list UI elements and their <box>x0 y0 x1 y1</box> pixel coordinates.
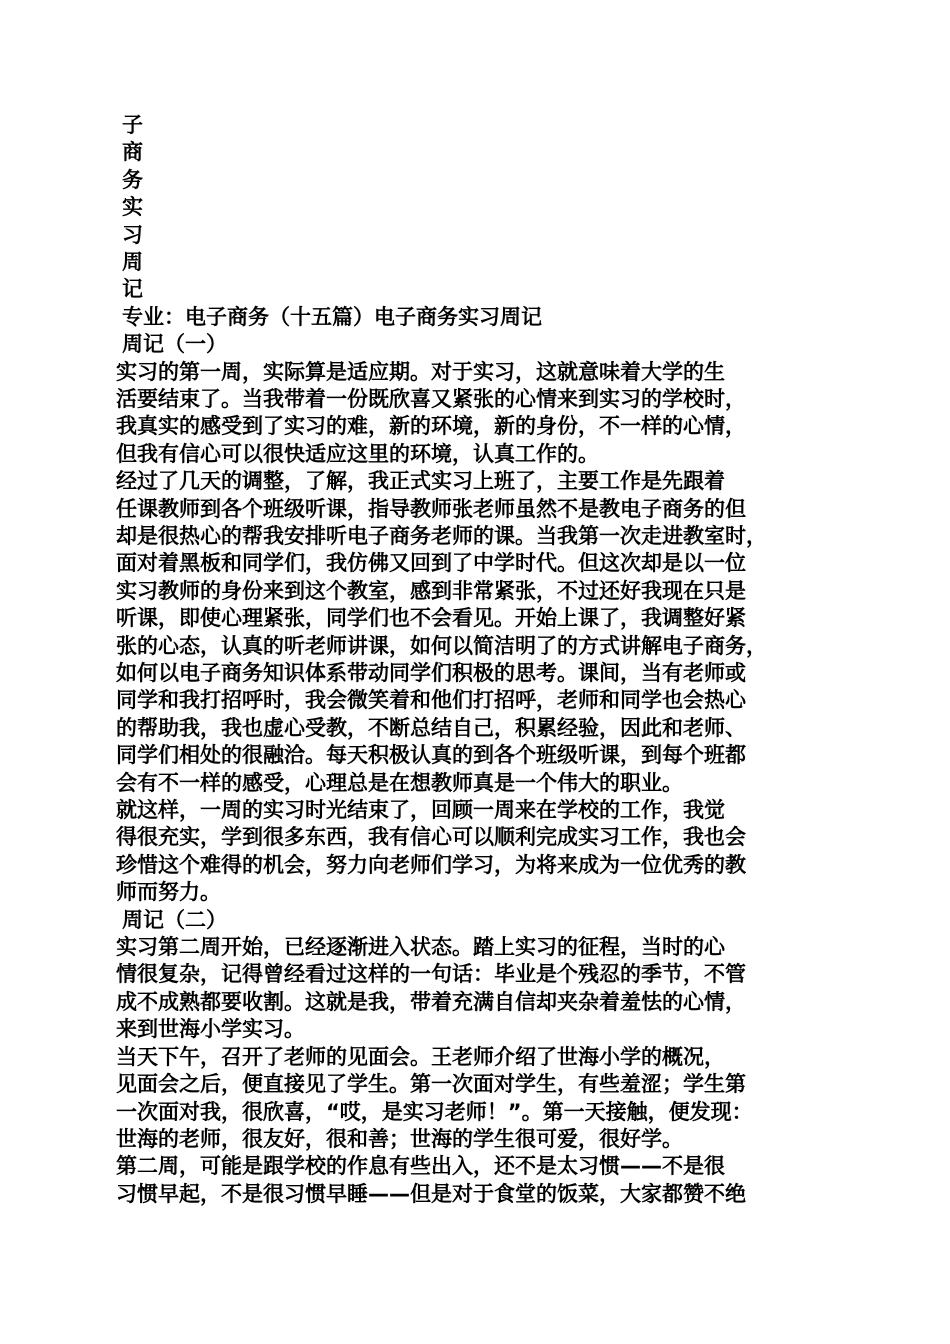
text-line: 的帮助我，我也虚心受教，不断总结自己，积累经验，因此和老师、 <box>116 715 746 740</box>
text-line: 如何以电子商务知识体系带动同学们积极的思考。课间，当有老师或 <box>116 661 746 686</box>
paragraph <box>116 1153 846 1208</box>
paragraph <box>116 1044 846 1154</box>
text-line: 张的心态，认真的听老师讲课，如何以简洁明了的方式讲解电子商务， <box>116 633 767 658</box>
vertical-title-char: 商 <box>122 140 143 165</box>
text-line: 得很充实，学到很多东西，我有信心可以顺利完成实习工作，我也会 <box>116 825 746 850</box>
text-line: 来到世海小学实习。 <box>116 1017 305 1042</box>
text-line: 珍惜这个难得的机会，努力向老师们学习，为将来成为一位优秀的教 <box>116 852 746 877</box>
text-line: 同学和我打招呼时，我会微笑着和他们打招呼，老师和同学也会热心 <box>116 688 746 713</box>
text-line: 师而努力。 <box>116 880 221 905</box>
text-line: 成不成熟都要收割。这就是我，带着充满自信却夹杂着羞怯的心情， <box>116 989 746 1014</box>
text-line: 一次面对我，很欣喜，“哎，是实习老师！”。第一天接触，便发现： <box>116 1099 753 1124</box>
text-line: 第二周，可能是跟学校的作息有些出入，还不是太习惯——不是很 <box>116 1154 725 1179</box>
text-line: 实习的第一周，实际算是适应期。对于实习，这就意味着大学的生 <box>116 359 725 384</box>
text-line: 世海的老师，很友好，很和善；世海的学生很可爱，很好学。 <box>116 1126 683 1151</box>
text-line: 任课教师到各个班级听课，指导教师张老师虽然不是教电子商务的但 <box>116 496 746 521</box>
text-line: 听课，即使心理紧张，同学们也不会看见。开始上课了，我调整好紧 <box>116 606 746 631</box>
text-line: 但我有信心可以很快适应这里的环境，认真工作的。 <box>116 441 599 466</box>
document-body <box>116 331 846 1208</box>
vertical-title-char: 记 <box>122 277 143 302</box>
text-line: 活要结束了。当我带着一份既欣喜又紧张的心情来到实习的学校时， <box>116 386 746 411</box>
paragraph <box>116 468 846 797</box>
text-line: 却是很热心的帮我安排听电子商务老师的课。当我第一次走进教室时， <box>116 523 767 548</box>
section-heading: 周记（一） <box>122 332 227 357</box>
text-line: 实习第二周开始，已经逐渐进入状态。踏上实习的征程，当时的心 <box>116 935 725 960</box>
text-line: 经过了几天的调整，了解，我正式实习上班了，主要工作是先跟着 <box>116 469 725 494</box>
text-line: 我真实的感受到了实习的难，新的环境，新的身份，不一样的心情， <box>116 414 746 439</box>
paragraph <box>116 934 846 1044</box>
vertical-title-char: 实 <box>122 195 143 220</box>
document-page <box>116 112 846 1208</box>
document-subtitle: 专业：电子商务（十五篇）电子商务实习周记 <box>122 304 542 329</box>
text-line: 会有不一样的感受，心理总是在想教师真是一个伟大的职业。 <box>116 770 683 795</box>
vertical-title-char: 周 <box>122 249 143 274</box>
text-line: 就这样，一周的实习时光结束了，回顾一周来在学校的工作，我觉 <box>116 798 725 823</box>
vertical-title-char: 务 <box>122 167 143 192</box>
text-line: 实习教师的身份来到这个教室，感到非常紧张，不过还好我现在只是 <box>116 578 746 603</box>
text-line: 当天下午，召开了老师的见面会。王老师介绍了世海小学的概况， <box>116 1044 725 1069</box>
vertical-title <box>116 112 846 304</box>
text-line: 同学们相处的很融洽。每天积极认真的到各个班级听课，到每个班都 <box>116 743 746 768</box>
paragraph <box>116 797 846 907</box>
vertical-title-char: 习 <box>122 222 143 247</box>
text-line: 情很复杂，记得曾经看过这样的一句话：毕业是个残忍的季节，不管 <box>116 962 746 987</box>
text-line: 见面会之后，便直接见了学生。第一次面对学生，有些羞涩；学生第 <box>116 1072 746 1097</box>
section-heading: 周记（二） <box>122 907 227 932</box>
paragraph <box>116 359 846 469</box>
text-line: 习惯早起，不是很习惯早睡——但是对于食堂的饭菜，大家都赞不绝 <box>116 1181 746 1206</box>
text-line: 面对着黑板和同学们，我仿佛又回到了中学时代。但这次却是以一位 <box>116 551 746 576</box>
vertical-title-char: 子 <box>122 113 143 137</box>
